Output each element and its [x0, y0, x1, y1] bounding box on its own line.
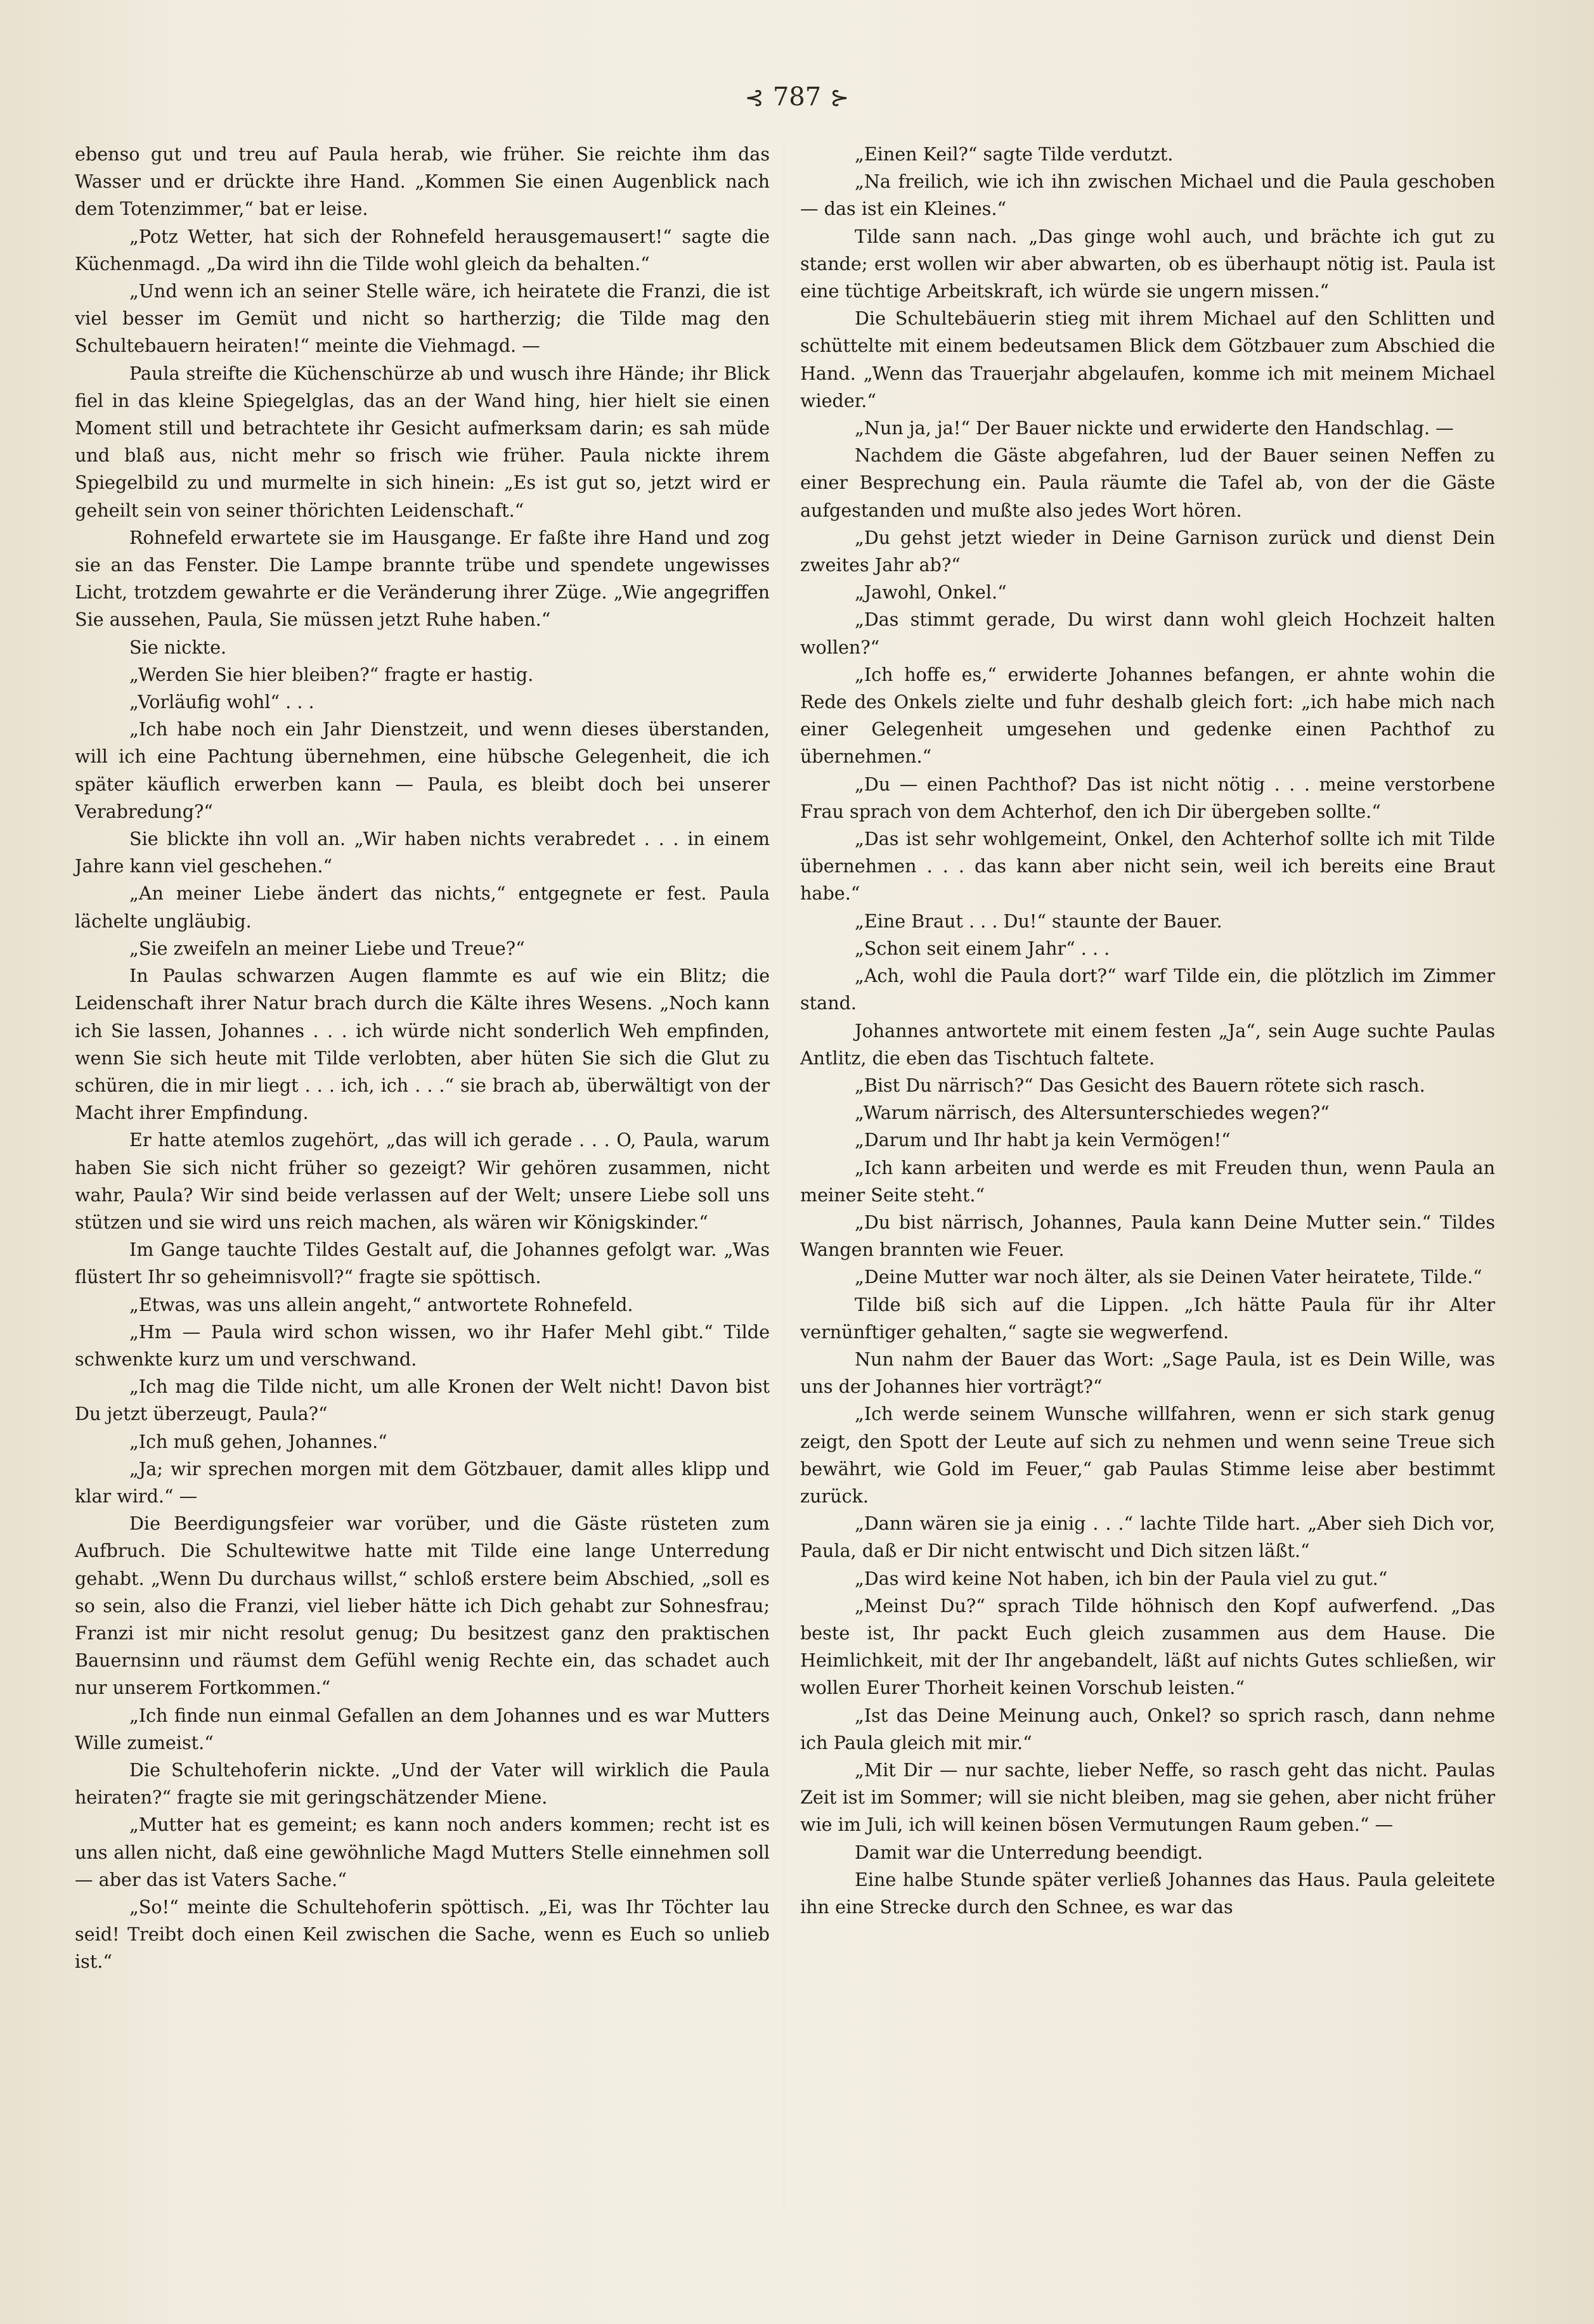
paragraph: ebenso gut und treu auf Paula herab, wie früher. Sie reichte ihm das Wasser und er drückte ihre Hand. „Kommen Sie einen Augenblick nach dem Totenzimmer,“ bat er leise.: [75, 143, 770, 220]
paragraph: „Ich werde seinem Wunsche willfahren, wenn er sich stark genug zeigt, den Spott der Leute auf sich zu nehmen und wenn seine Treue sich bewährt, wie Gold im Feuer,“ gab Paulas Stimme leise aber bestimmt zurück.: [800, 1403, 1495, 1507]
paragraph: „Vorläufig wohl“ . . .: [129, 691, 314, 713]
paragraph: „Ich mag die Tilde nicht, um alle Kronen der Welt nicht! Davon bist Du jetzt überzeugt, Paula?“: [75, 1376, 770, 1425]
paragraph: „Schon seit einem Jahr“ . . .: [855, 937, 1110, 959]
paragraph: „Na freilich, wie ich ihn zwischen Michael und die Paula geschoben — das ist ein Kleines.“: [800, 171, 1495, 220]
page-number: 787: [772, 82, 822, 112]
paragraph: „Einen Keil?“ sagte Tilde verdutzt.: [855, 143, 1174, 165]
paragraph: Nun nahm der Bauer das Wort: „Sage Paula, ist es Dein Wille, was uns der Johannes hier vorträgt?“: [800, 1348, 1495, 1398]
paragraph: „Werden Sie hier bleiben?“ fragte er hastig.: [129, 663, 534, 685]
paragraph: Sie blickte ihn voll an. „Wir haben nichts verabredet . . . in einem Jahre kann viel geschehen.“: [75, 828, 770, 877]
paragraph: „Darum und Ihr habt ja kein Vermögen!“: [855, 1129, 1231, 1151]
paragraph: „Hm — Paula wird schon wissen, wo ihr Hafer Mehl gibt.“ Tilde schwenkte kurz um und verschwand.: [75, 1320, 770, 1370]
paragraph: „Mit Dir — nur sachte, lieber Neffe, so rasch geht das nicht. Paulas Zeit ist im Sommer; will sie nicht bleiben, mag sie gehen, aber nicht früher wie im Juli, ich will keinen bösen Vermutungen Raum geben.“ —: [800, 1759, 1495, 1836]
paragraph: „Mutter hat es gemeint; es kann noch anders kommen; recht ist es uns allen nicht, daß eine gewöhnliche Magd Mutters Stelle einnehmen soll — aber das ist Vaters Sache.“: [75, 1814, 770, 1890]
ornament-right-icon: ⊱: [830, 85, 850, 111]
paragraph: „Meinst Du?“ sprach Tilde höhnisch den Kopf aufwerfend. „Das beste ist, Ihr packt Euch gleich zusammen aus dem Hause. Die Heimlichkeit, mit der Ihr angebandelt, läßt auf nichts Gutes schließen, wir wollen Eurer Thorheit keinen Vorschub leisten.“: [800, 1594, 1495, 1699]
paragraph: Er hatte atemlos zugehört, „das will ich gerade . . . O, Paula, warum haben Sie sich nicht früher so gezeigt? Wir gehören zusammen, nicht wahr, Paula? Wir sind beide verlassen auf der Welt; unsere Liebe soll uns stützen und sie wird uns reich machen, als wären wir Königskinder.“: [75, 1129, 770, 1233]
paragraph: „Ich habe noch ein Jahr Dienstzeit, und wenn dieses überstanden, will ich eine Pachtung übernehmen, eine hübsche Gelegenheit, die ich später käuflich erwerben kann — Paula, es bleibt doch bei unserer Verabredung?“: [75, 718, 770, 822]
left-column: [75, 141, 770, 1976]
paragraph: „Du — einen Pachthof? Das ist nicht nötig . . . meine verstorbene Frau sprach von dem Achterhof, den ich Dir übergeben sollte.“: [800, 773, 1495, 822]
paragraph: „Sie zweifeln an meiner Liebe und Treue?“: [129, 937, 525, 959]
paragraph: Tilde sann nach. „Das ginge wohl auch, und brächte ich gut zu stande; erst wollen wir aber abwarten, ob es überhaupt nötig ist. Paula ist eine tüchtige Arbeitskraft, ich würde sie ungern missen.“: [800, 225, 1495, 302]
ornament-left-icon: ⊰: [744, 85, 764, 111]
paragraph: Tilde biß sich auf die Lippen. „Ich hätte Paula für ihr Alter vernünftiger gehalten,“ sagte sie wegwerfend.: [800, 1293, 1495, 1343]
paragraph: „Ach, wohl die Paula dort?“ warf Tilde ein, die plötzlich im Zimmer stand.: [800, 965, 1495, 1014]
paragraph: In Paulas schwarzen Augen flammte es auf wie ein Blitz; die Leidenschaft ihrer Natur brach durch die Kälte ihres Wesens. „Noch kann ich Sie lassen, Johannes . . . ich würde nicht sonderlich Weh empfinden, wenn Sie sich heute mit Tilde verlobten, aber hüten Sie sich die Glut zu schüren, die in mir liegt . . . ich, ich . . .“ sie brach ab, überwältigt von der Macht ihrer Empfindung.: [75, 965, 770, 1124]
paragraph: „Ja; wir sprechen morgen mit dem Götzbauer, damit alles klipp und klar wird.“ —: [75, 1457, 770, 1507]
paragraph: „Ist das Deine Meinung auch, Onkel? so sprich rasch, dann nehme ich Paula gleich mit mir.“: [800, 1704, 1495, 1753]
paragraph: Eine halbe Stunde später verließ Johannes das Haus. Paula geleitete ihn eine Strecke durch den Schnee, es war das: [800, 1868, 1495, 1918]
right-column: [800, 141, 1495, 1921]
paragraph: „Ich muß gehen, Johannes.“: [129, 1430, 387, 1452]
paragraph: Sie nickte.: [129, 636, 227, 658]
paragraph: „Etwas, was uns allein angeht,“ antwortete Rohnefeld.: [129, 1293, 633, 1315]
page-header: [0, 82, 1594, 112]
paragraph: „An meiner Liebe ändert das nichts,“ entgegnete er fest. Paula lächelte ungläubig.: [75, 882, 770, 932]
paragraph: „Potz Wetter, hat sich der Rohnefeld herausgemausert!“ sagte die Küchenmagd. „Da wird ihn die Tilde wohl gleich da behalten.“: [75, 225, 770, 274]
paragraph: „Warum närrisch, des Altersunterschiedes wegen?“: [855, 1102, 1330, 1124]
paragraph: „Das ist sehr wohlgemeint, Onkel, den Achterhof sollte ich mit Tilde übernehmen . . . das kann aber nicht sein, weil ich bereits eine Braut habe.“: [800, 828, 1495, 905]
paragraph: Johannes antwortete mit einem festen „Ja“, sein Auge suchte Paulas Antlitz, die eben das Tischtuch faltete.: [800, 1019, 1495, 1069]
paragraph: Im Gange tauchte Tildes Gestalt auf, die Johannes gefolgt war. „Was flüstert Ihr so geheimnisvoll?“ fragte sie spöttisch.: [75, 1239, 770, 1288]
paragraph: „Das stimmt gerade, Du wirst dann wohl gleich Hochzeit halten wollen?“: [800, 609, 1495, 658]
paragraph: „So!“ meinte die Schultehoferin spöttisch. „Ei, was Ihr Töchter lau seid! Treibt doch einen Keil zwischen die Sache, wenn es Euch so unlieb ist.“: [75, 1896, 770, 1973]
paragraph: „Dann wären sie ja einig . . .“ lachte Tilde hart. „Aber sieh Dich vor, Paula, daß er Dir nicht entwischt und Dich sitzen läßt.“: [800, 1513, 1495, 1562]
paragraph: „Eine Braut . . . Du!“ staunte der Bauer.: [855, 910, 1222, 932]
paragraph: „Ich finde nun einmal Gefallen an dem Johannes und es war Mutters Wille zumeist.“: [75, 1704, 770, 1753]
paragraph: Rohnefeld erwartete sie im Hausgange. Er faßte ihre Hand und zog sie an das Fenster. Die Lampe brannte trübe und spendete ungewisses Licht, trotzdem gewahrte er die Veränderung ihrer Züge. „Wie angegriffen Sie aussehen, Paula, Sie müssen jetzt Ruhe haben.“: [75, 526, 770, 631]
paragraph: Nachdem die Gäste abgefahren, lud der Bauer seinen Neffen zu einer Besprechung ein. Paula räumte die Tafel ab, von der die Gäste aufgestanden und mußte also jedes Wort hören.: [800, 444, 1495, 521]
paragraph: Die Schultehoferin nickte. „Und der Vater will wirklich die Paula heiraten?“ fragte sie mit geringschätzender Miene.: [75, 1759, 770, 1809]
paragraph: Die Schultebäuerin stieg mit ihrem Michael auf den Schlitten und schüttelte mit einem bedeutsamen Blick dem Götzbauer zum Abschied die Hand. „Wenn das Trauerjahr abgelaufen, komme ich mit meinem Michael wieder.“: [800, 307, 1495, 411]
paragraph: „Und wenn ich an seiner Stelle wäre, ich heiratete die Franzi, die ist viel besser im Gemüt und nicht so hartherzig; die Tilde mag den Schultebauern heiraten!“ meinte die Viehmagd. —: [75, 280, 770, 357]
paragraph: „Ich kann arbeiten und werde es mit Freuden thun, wenn Paula an meiner Seite steht.“: [800, 1156, 1495, 1206]
paragraph: „Bist Du närrisch?“ Das Gesicht des Bauern rötete sich rasch.: [855, 1074, 1425, 1096]
paragraph: Damit war die Unterredung beendigt.: [855, 1841, 1203, 1863]
paragraph: Paula streifte die Küchenschürze ab und wusch ihre Hände; ihr Blick fiel in das kleine Spiegelglas, das an der Wand hing, hier hielt sie einen Moment still und betrachtete ihr Gesicht aufmerksam darin; es sah müde und blaß aus, nicht mehr so frisch wie früher. Paula nickte ihrem Spiegelbild zu und murmelte in sich hinein: „Es ist gut so, jetzt wird er geheilt sein von seiner thörichten Leidenschaft.“: [75, 362, 770, 521]
paragraph: „Du gehst jetzt wieder in Deine Garnison zurück und dienst Dein zweites Jahr ab?“: [800, 526, 1495, 576]
paragraph: „Du bist närrisch, Johannes, Paula kann Deine Mutter sein.“ Tildes Wangen brannten wie Feuer.: [800, 1211, 1495, 1261]
paragraph: „Deine Mutter war noch älter, als sie Deinen Vater heiratete, Tilde.“: [855, 1266, 1482, 1288]
paragraph: „Ich hoffe es,“ erwiderte Johannes befangen, er ahnte wohin die Rede des Onkels zielte und fuhr deshalb gleich fort: „ich habe mich nach einer Gelegenheit umgesehen und gedenke einen Pachthof zu übernehmen.“: [800, 663, 1495, 768]
paragraph: „Nun ja, ja!“ Der Bauer nickte und erwiderte den Handschlag. —: [855, 417, 1454, 439]
paragraph: „Das wird keine Not haben, ich bin der Paula viel zu gut.“: [855, 1567, 1388, 1589]
paragraph: Die Beerdigungsfeier war vorüber, und die Gäste rüsteten zum Aufbruch. Die Schultewitwe hatte mit Tilde eine lange Unterredung gehabt. „Wenn Du durchaus willst,“ schloß erstere beim Abschied, „soll es so sein, also die Franzi, viel lieber hätte ich Dich gehabt zur Sohnesfrau; Franzi ist mir nicht resolut genug; Du besitzest ganz den praktischen Bauernsinn und räumst dem Gefühl wenig Rechte ein, das schadet auch nur unserem Fortkommen.“: [75, 1513, 770, 1699]
paragraph: „Jawohl, Onkel.“: [855, 581, 1007, 604]
